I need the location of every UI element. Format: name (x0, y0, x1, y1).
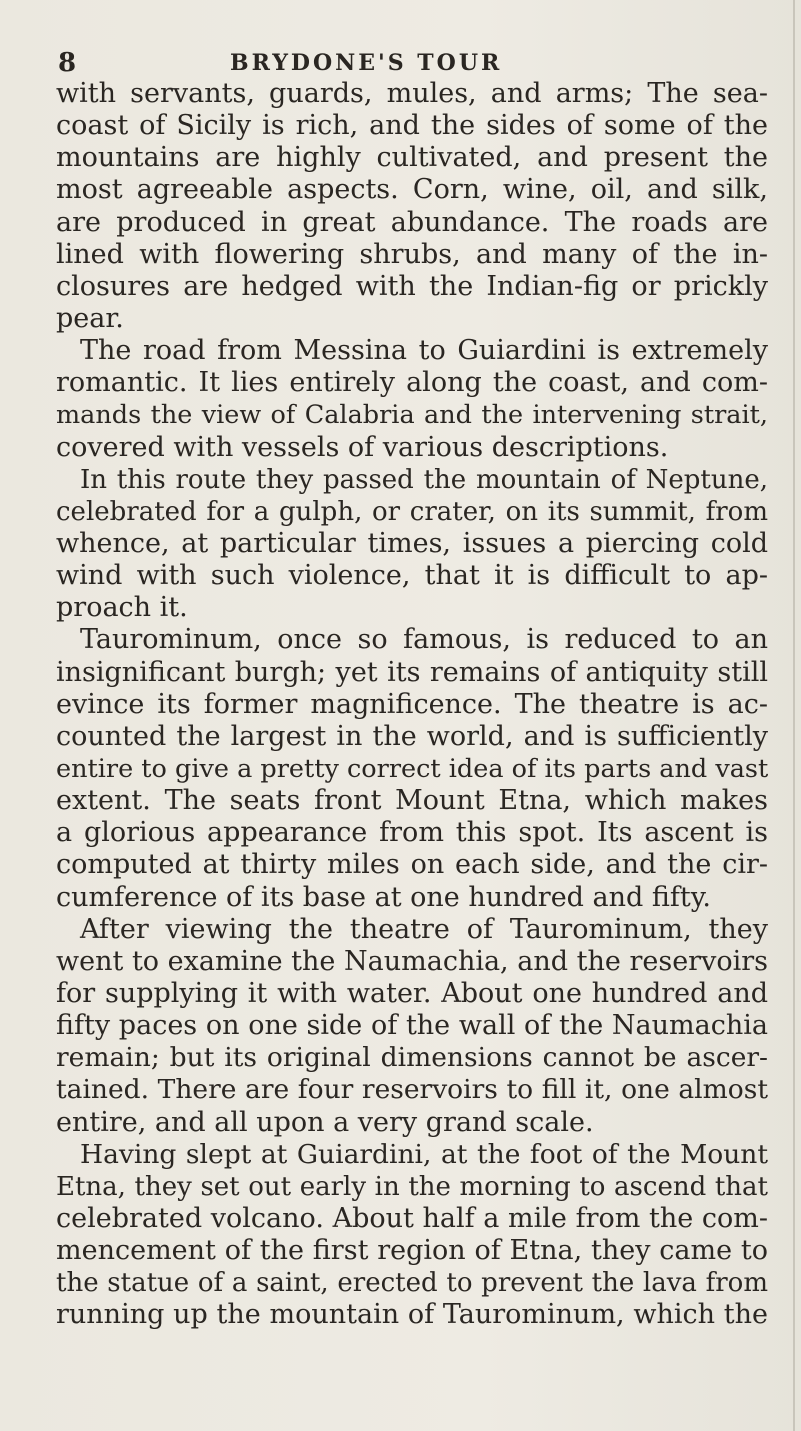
text-line: mountains are highly cultivated, and present the (56, 142, 768, 174)
text-line: a glorious appearance from this spot. Its ascent is (56, 817, 768, 849)
text-line: mencement of the first region of Etna, they came to (56, 1235, 768, 1267)
text-line: tained. There are four reservoirs to fill it, one almost (56, 1074, 768, 1106)
text-line: wind with such violence, that it is difficult to ap- (56, 560, 768, 592)
running-head: BRYDONE'S TOUR (230, 50, 503, 76)
text-line: insignificant burgh; yet its remains of antiquity still (56, 656, 768, 688)
text-line: After viewing the theatre of Taurominum, they (80, 913, 768, 945)
text-line: cumference of its base at one hundred and fifty. (56, 881, 711, 913)
text-line: The road from Messina to Guiardini is extremely (80, 335, 768, 367)
text-line: coast of Sicily is rich, and the sides of some of the (56, 110, 768, 142)
body-text (56, 78, 768, 1331)
text-line: proach it. (56, 592, 188, 624)
text-line: counted the largest in the world, and is sufficiently (56, 720, 768, 752)
text-line: remain; but its original dimensions cannot be ascer- (56, 1042, 768, 1074)
text-line: went to examine the Naumachia, and the reservoirs (56, 945, 768, 977)
page-number: 8 (58, 48, 78, 78)
text-line: extent. The seats front Mount Etna, which makes (56, 785, 768, 817)
text-line: whence, at particular times, issues a piercing cold (56, 527, 768, 559)
text-line: the statue of a saint, erected to prevent the lava from (56, 1268, 768, 1299)
page-edge (793, 0, 795, 1431)
text-line: with servants, guards, mules, and arms; The sea- (56, 78, 768, 109)
text-line: entire, and all upon a very grand scale. (56, 1106, 594, 1138)
text-line: covered with vessels of various descriptions. (56, 431, 669, 463)
text-line: fifty paces on one side of the wall of the Naumachia (56, 1010, 768, 1042)
text-line: In this route they passed the mountain of Neptune, (80, 464, 768, 495)
text-line: entire to give a pretty correct idea of its parts and vast (56, 753, 769, 784)
text-line: for supplying it with water. About one hundred and (56, 977, 768, 1009)
text-line: closures are hedged with the Indian-fig or prickly (56, 270, 768, 302)
text-line: celebrated for a gulph, or crater, on its summit, from (56, 496, 768, 527)
text-line: computed at thirty miles on each side, and the cir- (56, 849, 768, 881)
text-line: pear. (56, 302, 124, 334)
page-header (58, 48, 758, 82)
text-line: Taurominum, once so famous, is reduced to an (80, 624, 768, 656)
text-line: mands the view of Calabria and the intervening strait, (56, 400, 768, 431)
text-line: lined with flowering shrubs, and many of the in- (56, 238, 768, 270)
text-line: celebrated volcano. About half a mile from the com- (56, 1202, 768, 1234)
text-line: Etna, they set out early in the morning to ascend that (56, 1171, 768, 1202)
text-line: evince its former magnificence. The theatre is ac- (56, 688, 768, 720)
text-line: running up the mountain of Taurominum, which the (56, 1299, 768, 1331)
text-line: are produced in great abundance. The roads are (56, 206, 768, 238)
text-line: Having slept at Guiardini, at the foot of the Mount (80, 1138, 768, 1170)
text-line: most agreeable aspects. Corn, wine, oil, and silk, (56, 174, 768, 206)
text-line: romantic. It lies entirely along the coast, and com- (56, 367, 768, 399)
